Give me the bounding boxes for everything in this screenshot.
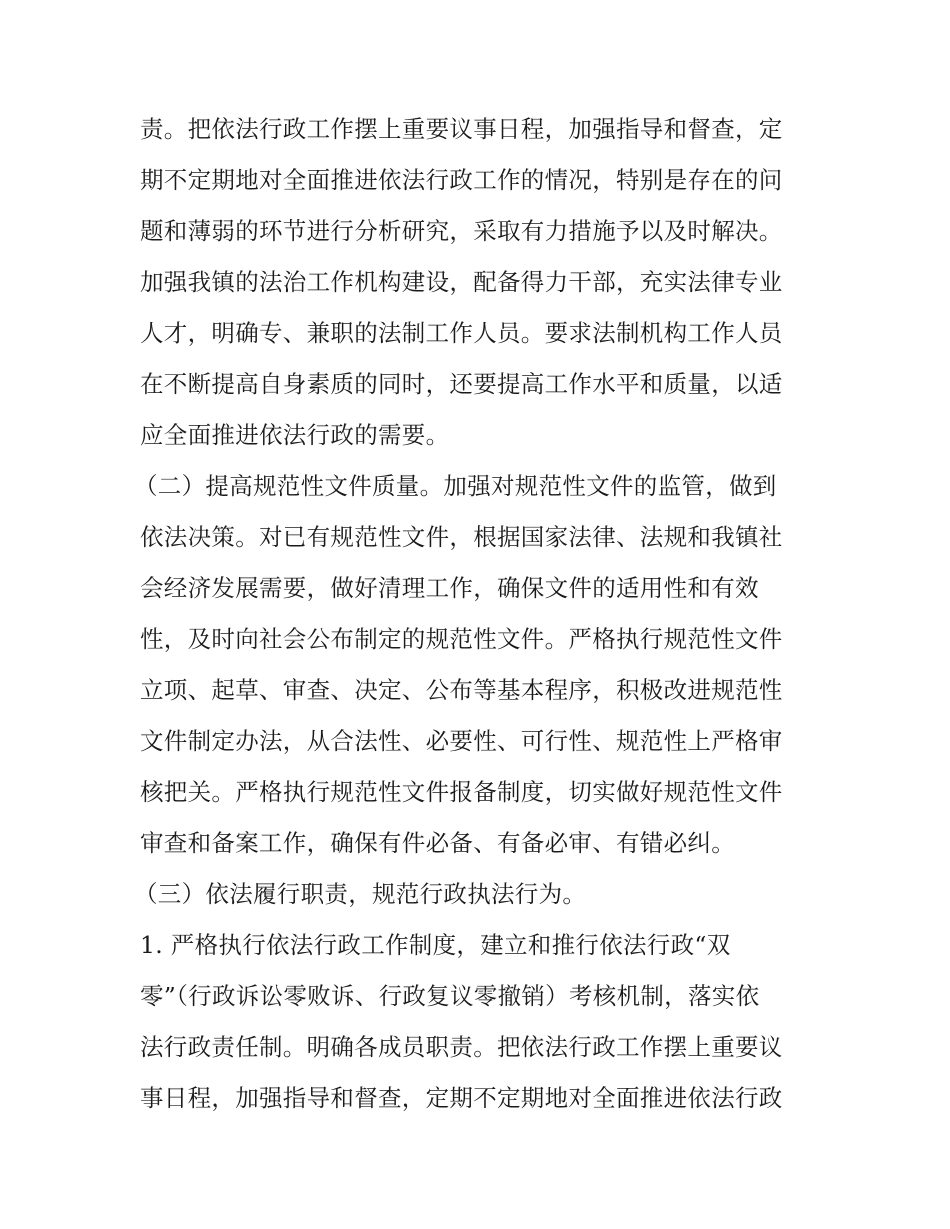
text-line: 核把关。严格执行规范性文件报备制度，切实做好规范性文件 — [140, 778, 783, 806]
section-heading-two: （二）提高规范性文件质量。加强对规范性文件的监管，做到 — [134, 472, 777, 500]
text-line: 法行政责任制。明确各成员职责。把依法行政工作摆上重要议 — [140, 1033, 783, 1061]
text-line: 文件制定办法，从合法性、必要性、可行性、规范性上严格审 — [140, 727, 783, 755]
text-line: 依法决策。对已有规范性文件，根据国家法律、法规和我镇社 — [140, 523, 783, 551]
text-line: 审查和备案工作，确保有件必备、有备必审、有错必纠。 — [140, 829, 735, 857]
text-line: 在不断提高自身素质的同时，还要提高工作水平和质量，以适 — [140, 370, 783, 398]
text-line: 加强我镇的法治工作机构建设，配备得力干部，充实法律专业 — [140, 268, 783, 296]
text-line: 人才，明确专、兼职的法制工作人员。要求法制机构工作人员 — [140, 319, 783, 347]
text-line: 性，及时向社会公布制定的规范性文件。严格执行规范性文件 — [140, 625, 783, 653]
text-line: 应全面推进依法行政的需要。 — [140, 421, 450, 449]
text-line: 会经济发展需要，做好清理工作，确保文件的适用性和有效 — [140, 574, 759, 602]
text-line: 题和薄弱的环节进行分析研究，采取有力措施予以及时解决。 — [140, 217, 783, 245]
text-line: 立项、起草、审查、决定、公布等基本程序，积极改进规范性 — [140, 676, 783, 704]
text-line: 期不定期地对全面推进依法行政工作的情况，特别是存在的问 — [140, 166, 783, 194]
text-line: 事日程，加强指导和督查，定期不定期地对全面推进依法行政 — [140, 1084, 783, 1112]
body-text — [134, 104, 820, 1124]
text-line: 零”（行政诉讼零败诉、行政复议零撤销）考核机制，落实依 — [140, 982, 760, 1010]
text-line: 责。把依法行政工作摆上重要议事日程，加强指导和督查，定 — [140, 115, 783, 143]
section-heading-three: （三）依法履行职责，规范行政执法行为。 — [134, 880, 587, 908]
numbered-item-1: 1. 严格执行依法行政工作制度，建立和推行依法行政“双 — [140, 931, 731, 959]
